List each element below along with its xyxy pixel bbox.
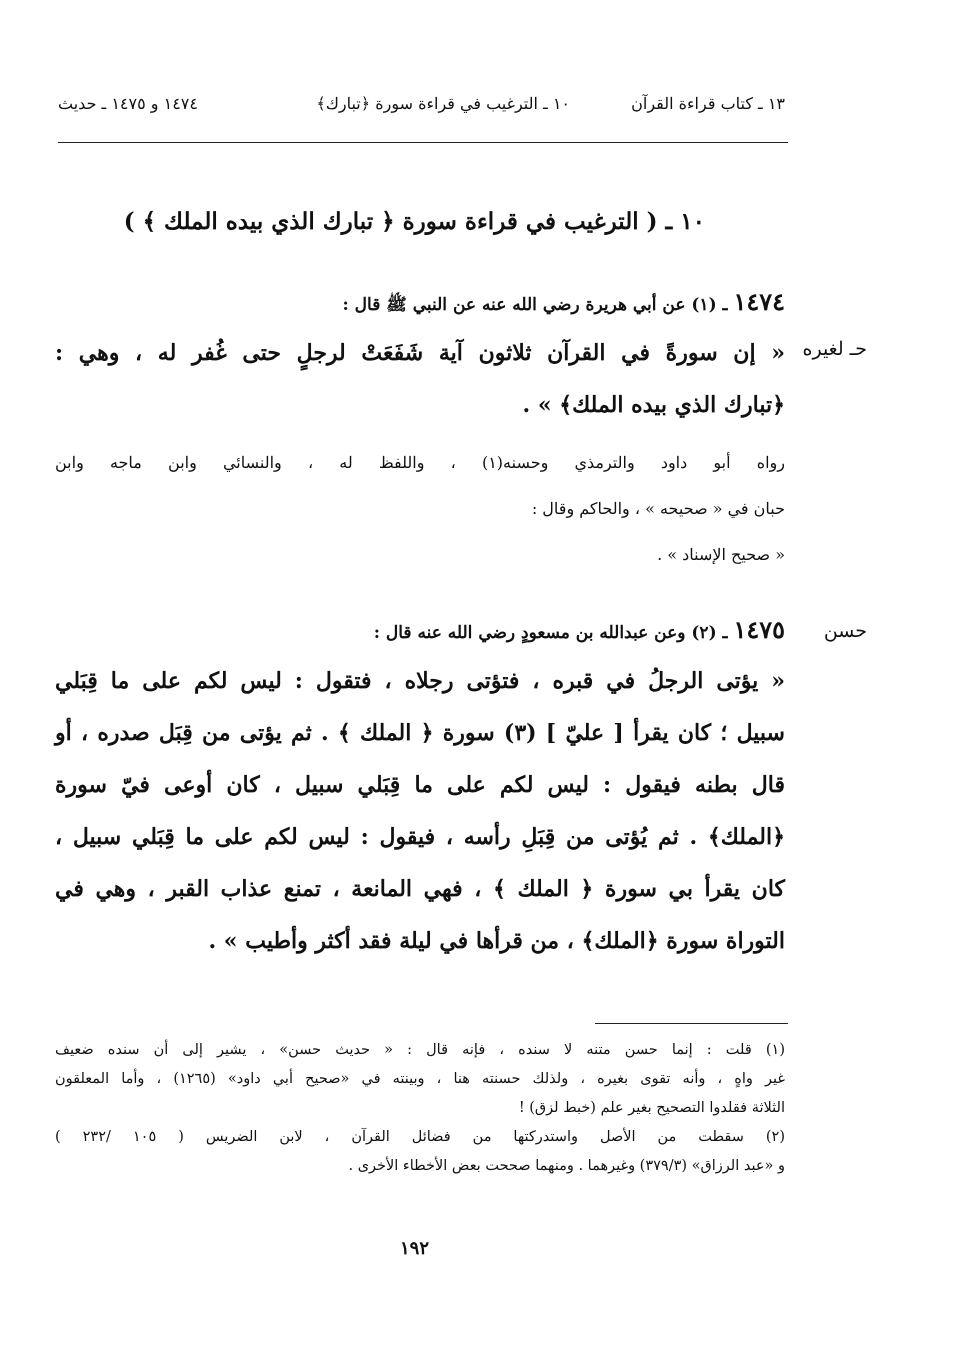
hadith-2-heading bbox=[55, 608, 785, 655]
hadith-1-grade: حـ لغيره bbox=[802, 338, 867, 360]
hadith-1-text-line: ﴿تبارك الذي بيده الملك﴾ » . bbox=[522, 392, 785, 418]
source-line: « صحيح الإسناد » . bbox=[657, 545, 785, 564]
running-header-book: ١٣ ـ كتاب قراءة القرآن bbox=[631, 94, 785, 113]
source-line: رواه أبو داود والترمذي وحسنه(١) ، واللفظ له ، والنسائي وابن ماجه وابن bbox=[55, 453, 786, 472]
hadith-2-text-line: سبيل ؛ كان يقرأ [ عليّ ] (٣) سورة ﴿ الملك ﴾ . ثم يؤتى من قِبَل صدره ، أو bbox=[55, 720, 785, 746]
hadith-2-text-line: ﴿الملك﴾ . ثم يُؤتى من قِبَلِ رأسه ، فيقول : ليس لكم على ما قِبَلي سبيل ، bbox=[55, 824, 785, 850]
footnotes bbox=[55, 1036, 785, 1181]
hadith-1-text-line: « إن سورةً في القرآن ثلاثون آية شَفَعَتْ لرجلٍ حتى غُفر له ، وهي : bbox=[55, 340, 785, 366]
footnote-1-line: (١) قلت : إنما حسن متنه لا سنده ، فإنه قال : « حديث حسن» ، يشير إلى أن سنده ضعيف bbox=[55, 1042, 785, 1058]
hadith-2-number: ١٤٧٥ bbox=[733, 615, 785, 644]
hadith-2-grade: حسن bbox=[823, 620, 867, 642]
hadith-2-intro: ـ (٢) وعن عبدالله بن مسعودٍ رضي الله عنه قال : bbox=[373, 623, 734, 643]
chapter-title: ١٠ ـ ( الترغيب في قراءة سورة ﴿ تبارك الذي بيده الملك ﴾ ) bbox=[123, 208, 705, 235]
page-number: ١٩٢ bbox=[400, 1238, 430, 1259]
hadith-2 bbox=[55, 608, 785, 967]
hadith-1-intro: ـ (١) عن أبي هريرة رضي الله عنه عن النبي ﷺ قال : bbox=[342, 295, 734, 315]
footnote-1-line: الثلاثة فقلدوا التصحيح بغير علم (خبط لزق) ! bbox=[518, 1100, 785, 1116]
source-line: حبان في « صحيحه » ، والحاكم وقال : bbox=[531, 499, 785, 518]
running-header-hadith-range: ١٤٧٤ و ١٤٧٥ ـ حديث bbox=[58, 94, 198, 113]
hadith-1-heading bbox=[55, 280, 785, 327]
hadith-1-number: ١٤٧٤ bbox=[733, 287, 785, 316]
hadith-2-text-line: « يؤتى الرجلُ في قبره ، فتؤتى رجلاه ، فتقول : ليس لكم على ما قِبَلي bbox=[55, 668, 785, 694]
hadith-1 bbox=[55, 280, 785, 431]
header-rule bbox=[58, 142, 788, 143]
running-header-chapter: ١٠ ـ الترغيب في قراءة سورة ﴿تبارك﴾ bbox=[316, 94, 570, 113]
hadith-2-text-line: كان يقرأ بي سورة ﴿ الملك ﴾ ، فهي المانعة ، تمنع عذاب القبر ، وهي في bbox=[55, 876, 785, 902]
hadith-2-text-line: التوراة سورة ﴿الملك﴾ ، من قرأها في ليلة فقد أكثر وأطيب » . bbox=[208, 928, 785, 954]
footnote-2-line: (٢) سقطت من الأصل واستدركتها من فضائل القرآن ، لابن الضريس ( ١٠٥ /٢٣٢ ) bbox=[55, 1129, 785, 1145]
footnote-2-line: و «عبد الرزاق» (٣٧٩/٣) وغيرهما . ومنهما صححت بعض الأخطاء الأخرى . bbox=[348, 1158, 785, 1174]
footnote-rule bbox=[595, 1023, 788, 1024]
hadith-1-source bbox=[55, 440, 785, 578]
hadith-2-text-line: قال بطنه فيقول : ليس لكم على ما قِبَلي سبيل ، كان أوعى فيّ سورة bbox=[55, 772, 785, 798]
footnote-1-line: غير واهٍ ، وأنه تقوى بغيره ، ولذلك حسنته هنا ، وبينته في «صحيح أبي داود» (١٢٦٥) ، وأما المعلقون bbox=[55, 1071, 785, 1087]
